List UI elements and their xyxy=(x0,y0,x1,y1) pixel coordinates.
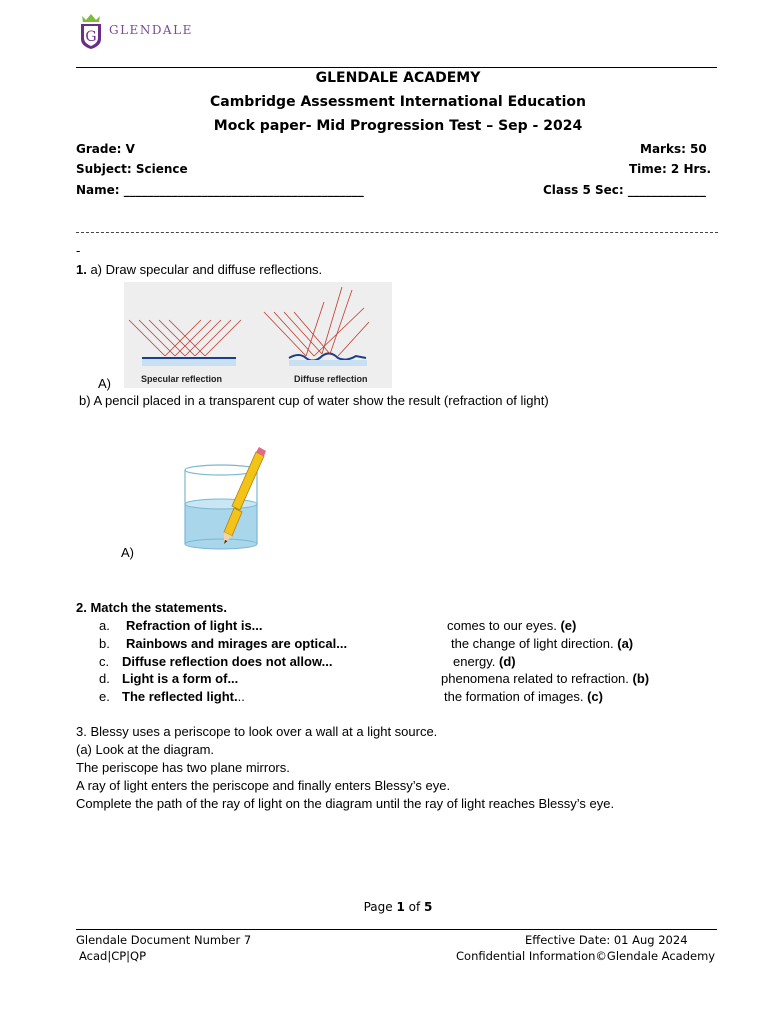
separator-tail: - xyxy=(76,243,81,258)
page-of: of xyxy=(404,900,425,914)
footer-rule xyxy=(76,929,717,930)
match-option xyxy=(441,671,649,686)
match-answer: (c) xyxy=(587,689,603,704)
logo xyxy=(78,12,198,50)
q3-line-1: 3. Blessy uses a periscope to look over a wall at a light source. xyxy=(76,724,438,739)
crest-icon xyxy=(78,12,104,50)
page-number xyxy=(0,900,768,914)
time: Time: 2 Hrs. xyxy=(629,162,712,176)
pencil-glass-diagram xyxy=(180,444,266,550)
page-current: 1 xyxy=(396,900,405,914)
page-total: 5 xyxy=(424,900,433,914)
grade: Grade: V xyxy=(76,142,135,156)
confidential-notice: Confidential Information©Glendale Academy xyxy=(456,949,716,963)
match-option-text: the change of light direction. xyxy=(451,636,614,651)
reflection-image xyxy=(124,282,392,388)
q2-title: 2. Match the statements. xyxy=(76,600,227,615)
q3-line-2: (a) Look at the diagram. xyxy=(76,742,215,757)
match-option xyxy=(444,689,603,704)
match-letter: a. xyxy=(99,618,110,633)
doc-code: Acad|CP|QP xyxy=(79,949,147,963)
marks: Marks: 50 xyxy=(640,142,707,156)
q1-answer-b-label: A) xyxy=(121,545,134,560)
match-option-text: energy. xyxy=(453,654,496,669)
match-option-text: comes to our eyes. xyxy=(447,618,557,633)
match-option-text: the formation of images. xyxy=(444,689,584,704)
paper-title: Mock paper- Mid Progression Test – Sep - 2024 xyxy=(213,118,583,134)
pencil-glass-image xyxy=(180,444,266,550)
q1-answer-a-label: A) xyxy=(98,376,111,391)
q1-part-a-text: a) Draw specular and diffuse reflections. xyxy=(86,262,323,277)
name-field: Name: ________________________________________ xyxy=(76,183,364,197)
match-statement: Light is a form of... xyxy=(122,671,239,686)
match-letter: e. xyxy=(99,689,110,704)
page-prefix: Page xyxy=(363,900,397,914)
match-answer: (b) xyxy=(632,671,650,686)
match-letter: d. xyxy=(99,671,110,686)
match-answer: (a) xyxy=(617,636,634,651)
match-option xyxy=(447,618,576,633)
q3-line-3: The periscope has two plane mirrors. xyxy=(76,760,290,775)
q3-line-4: A ray of light enters the periscope and finally enters Blessy’s eye. xyxy=(76,778,451,793)
board-name: Cambridge Assessment International Education xyxy=(210,94,586,110)
q1-part-a xyxy=(76,262,322,277)
match-option xyxy=(451,636,633,651)
diffuse-caption: Diffuse reflection xyxy=(294,374,368,384)
match-option xyxy=(453,654,516,669)
subject: Subject: Science xyxy=(76,162,188,176)
match-statement: Refraction of light is... xyxy=(126,618,263,633)
match-answer: (e) xyxy=(560,618,577,633)
school-name: GLENDALE ACADEMY xyxy=(315,70,481,86)
q1-number: 1. xyxy=(76,262,87,277)
specular-caption: Specular reflection xyxy=(141,374,223,384)
svg-text:G: G xyxy=(85,29,97,45)
effective-date: Effective Date: 01 Aug 2024 xyxy=(525,933,688,947)
match-statement xyxy=(122,689,245,704)
q1-part-b: b) A pencil placed in a transparent cup of water show the result (refraction of light) xyxy=(79,393,549,408)
match-statement-text: The reflected light. xyxy=(122,689,238,704)
match-option-text: phenomena related to refraction. xyxy=(441,671,629,686)
section-separator xyxy=(76,232,718,233)
reflection-diagram xyxy=(124,282,392,388)
logo-wordmark: GLENDALE xyxy=(109,23,193,37)
match-letter: c. xyxy=(99,654,110,669)
match-letter: b. xyxy=(99,636,110,651)
doc-number: Glendale Document Number 7 xyxy=(76,933,252,947)
class-section-field: Class 5 Sec: _____________ xyxy=(543,183,706,197)
match-statement: Diffuse reflection does not allow... xyxy=(122,654,333,669)
match-statement-tail: .. xyxy=(237,689,245,704)
match-answer: (d) xyxy=(499,654,516,669)
match-statement: Rainbows and mirages are optical... xyxy=(126,636,348,651)
header-rule xyxy=(76,67,717,68)
q3-line-5: Complete the path of the ray of light on the diagram until the ray of light reaches Blessy’s eye. xyxy=(76,796,615,811)
